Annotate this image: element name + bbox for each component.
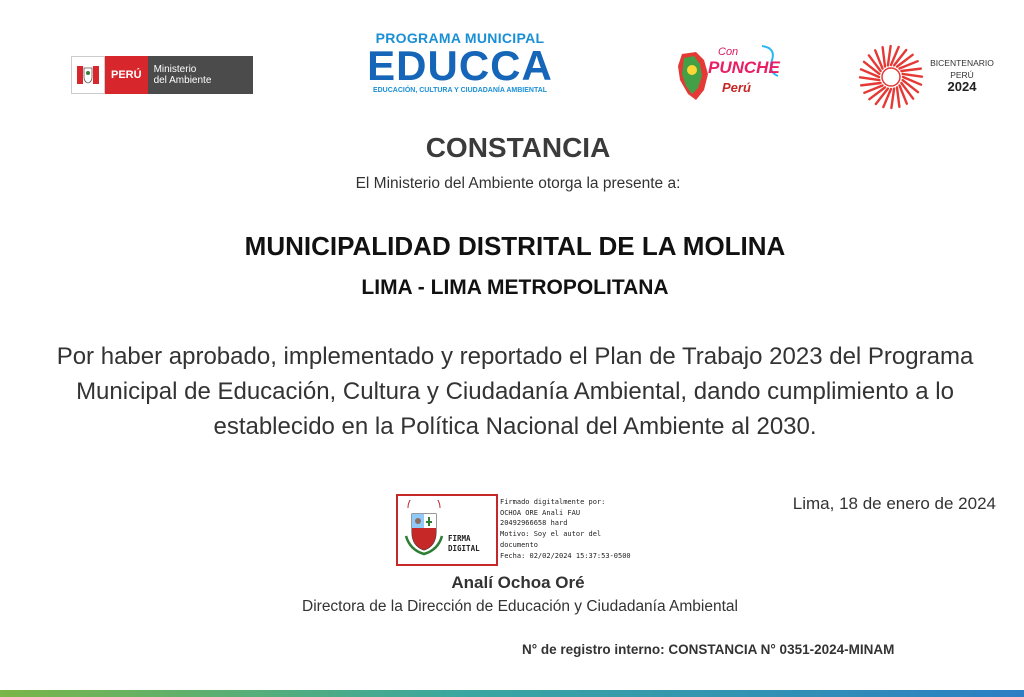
sunburst-ray	[891, 89, 894, 108]
document-body: Por haber aprobado, implementado y reportado el Plan de Trabajo 2023 del Programa Municipal de Educación, Cultura y Ciudadanía Ambiental, dando cumplimiento a lo establecido en la Política Nacional del Ambiente al 2030.	[56, 343, 974, 440]
document-subtitle: El Ministerio del Ambiente otorga la presente a:	[355, 175, 681, 192]
sunburst-ray	[901, 69, 920, 71]
educca-logo-line2: EDUCCA	[367, 42, 553, 89]
bicentenario-line1: BICENTENARIO	[930, 58, 994, 68]
seal-label: FIRMA DIGITAL	[448, 534, 480, 553]
peru-shield-icon	[402, 500, 446, 560]
signer-name: Analí Ochoa Oré	[451, 573, 585, 592]
bottom-color-bar	[0, 690, 1024, 697]
sunburst-ray	[903, 74, 922, 77]
recipient-location: LIMA - LIMA METROPOLITANA	[361, 276, 669, 299]
sunburst-ray	[861, 83, 880, 85]
educca-logo-line3: EDUCACIÓN, CULTURA Y CIUDADANÍA AMBIENTAL	[372, 87, 548, 94]
bicentenario-sunburst-icon	[858, 44, 924, 110]
document-date: Lima, 18 de enero de 2024	[792, 494, 996, 513]
sunburst-ray	[897, 87, 899, 106]
document-title: CONSTANCIA	[425, 132, 611, 163]
punche-main-label: PUNCHE	[708, 58, 780, 77]
minam-logo	[71, 56, 253, 94]
sunburst-ray	[888, 46, 891, 65]
bicentenario-logo-text	[928, 57, 996, 93]
punche-peru-label: Perú	[722, 80, 751, 95]
sunburst-ray	[860, 77, 879, 80]
minam-peru-label: PERÚ	[105, 56, 148, 94]
peru-coat-of-arms-icon	[71, 56, 105, 94]
signer-role: Directora de la Dirección de Educación y Ciudadanía Ambiental	[302, 598, 738, 615]
sunburst-ray	[883, 47, 885, 66]
recipient-name: MUNICIPALIDAD DISTRITAL DE LA MOLINA	[244, 231, 786, 261]
bicentenario-line3: 2024	[947, 79, 977, 94]
digital-signature-seal	[396, 494, 498, 566]
con-punche-peru-logo	[674, 44, 784, 106]
educca-logo	[360, 30, 560, 94]
digital-signature-info: Firmado digitalmente por: OCHOA ORE Anali FAU 20492966658 hard Motivo: Soy el autor del documento Fecha: 02/02/2024 15:37:53-0500	[500, 498, 631, 560]
minam-ministerio-label: Ministerio del Ambiente	[148, 56, 254, 94]
punche-con-label: Con	[718, 46, 739, 58]
educca-logo-line1: PROGRAMA MUNICIPAL	[375, 30, 545, 46]
bicentenario-line2: PERÚ	[950, 70, 974, 80]
registro-interno: N° de registro interno: CONSTANCIA N° 0351-2024-MINAM	[522, 642, 895, 657]
